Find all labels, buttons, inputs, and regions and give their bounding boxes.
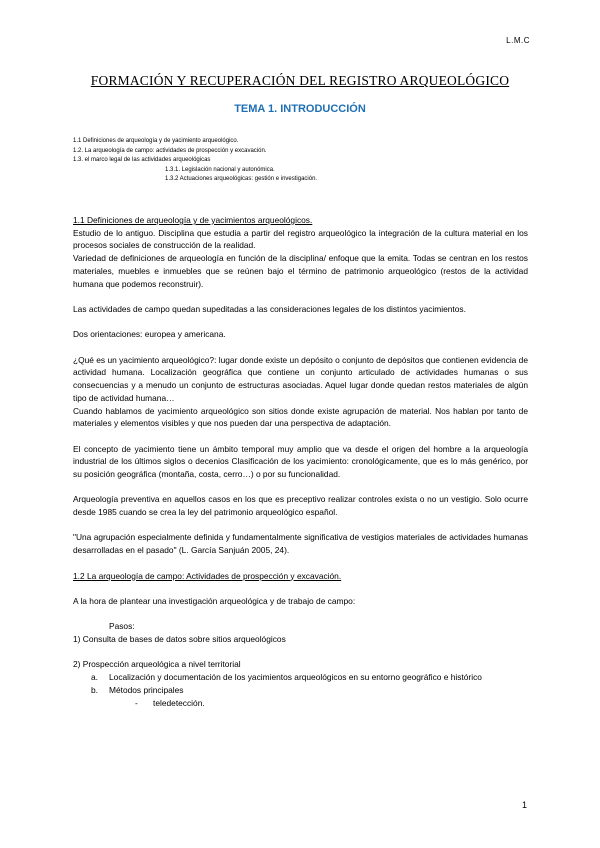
toc-subitem: 1.3.1. Legislación nacional y autonómica. xyxy=(165,166,275,173)
paragraph: Estudio de lo antiguo. Disciplina que estudia a partir del registro arqueológico la integración de la cultura material en los procesos sociales de construcción de la realidad. xyxy=(73,227,528,251)
sub-list-text: Métodos principales xyxy=(109,684,184,695)
sub-list-text: Localización y documentación de los yacimientos arqueológicos en su entorno geográfico e histórico xyxy=(109,672,482,683)
paragraph: ¿Qué es un yacimiento arqueológico?: lugar donde existe un depósito o conjunto de depósitos que contienen evidencia de actividad humana. Localización geográfica que contiene un conjunto articulado de actividades humanas o sus consecuencias y a menudo un conjunto de estructuras asociadas. Aquel lugar donde quedan restos materiales de algún tipo de actividad humana… xyxy=(73,354,528,403)
toc-item: 1.1 Definiciones de arqueología y de yacimiento arqueológico. xyxy=(73,138,239,144)
bullet-item xyxy=(73,697,528,710)
step-item: 1) Consulta de bases de datos sobre sitios arqueológicos xyxy=(73,634,286,645)
chapter-title: TEMA 1. INTRODUCCIÓN xyxy=(234,103,366,115)
paragraph: El concepto de yacimiento tiene un ámbito temporal muy amplio que va desde el origen del hombre a la arqueología industrial de los últimos siglos o decenios Clasificación de los yacimiento: cronológicamente, que es lo más genérico, por su posición geográfica (montaña, costa, cerro…) o por su funcionalidad. xyxy=(73,443,528,479)
toc-subitem: 1.3.2 Actuaciones arqueológicas: gestión e investigación. xyxy=(165,176,318,182)
paragraph: A la hora de plantear una investigación arqueológica y de trabajo de campo: xyxy=(73,595,356,606)
paragraph: Las actividades de campo quedan supeditadas a las consideraciones legales de los distintos yacimientos. xyxy=(73,303,466,314)
list-marker: a. xyxy=(91,672,98,683)
section-heading: 1.1 Definiciones de arqueología y de yacimientos arqueológicos. xyxy=(73,215,313,225)
header-initials: L.M.C xyxy=(506,36,530,45)
paragraph: Cuando hablamos de yacimiento arqueológico son sitios donde existe agrupación de material. Nos hablan por tanto de materiales y elementos visibles y que nos pueden dar una perspectiva de adaptación. xyxy=(73,405,528,429)
page-number: 1 xyxy=(521,800,527,810)
bullet-marker: - xyxy=(135,697,138,708)
table-of-contents xyxy=(73,137,317,185)
document-title: FORMACIÓN Y RECUPERACIÓN DEL REGISTRO ARQUEOLÓGICO xyxy=(90,73,510,88)
paragraph: Dos orientaciones: europea y americana. xyxy=(73,329,226,340)
paragraph: Arqueología preventiva en aquellos casos en los que es preceptivo realizar controles exista o no un vestigio. Solo ocurre desde 1985 cuando se crea la ley del patrimonio arqueológico español. xyxy=(73,494,528,518)
quote-paragraph: "Una agrupación especialmente definida y fundamentalmente significativa de vestigios materiales de actividades humanas desarrolladas en el pasado" (L. García Sanjuán 2005, 24). xyxy=(73,532,528,556)
document-body xyxy=(73,214,528,709)
step-item: 2) Prospección arqueológica a nivel territorial xyxy=(73,659,241,670)
section-heading: 1.2 La arqueología de campo: Actividades de prospección y excavación. xyxy=(73,570,342,581)
toc-item: 1.3. el marco legal de las actividades arqueológicas xyxy=(73,157,211,163)
steps-label: Pasos: xyxy=(109,621,135,632)
list-marker: b. xyxy=(91,684,98,695)
sub-list-item xyxy=(73,684,528,697)
sub-list-item xyxy=(73,671,528,684)
bullet-text: teledetección. xyxy=(153,697,205,708)
paragraph: Variedad de definiciones de arqueología en función de la disciplina/ enfoque que la emita. Todas se centran en los restos materiales, muebles e inmuebles que se reúnen bajo el término de patrimonio arqueológico (restos de la actividad humana que podemos reconstruir). xyxy=(73,253,528,289)
toc-item: 1.2. La arqueología de campo: actividades de prospección y excavación. xyxy=(73,147,267,154)
